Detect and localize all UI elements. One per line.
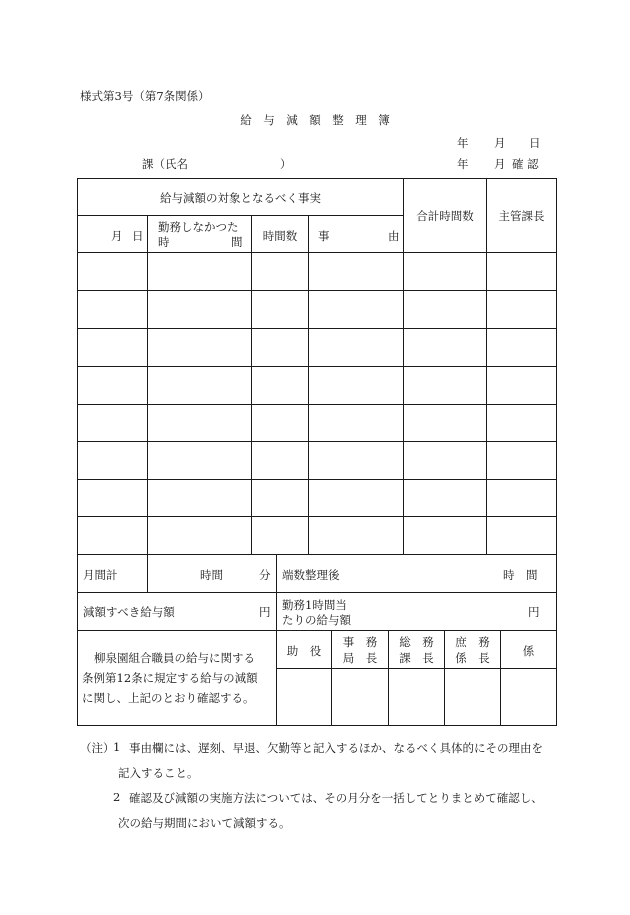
col-line-reason xyxy=(308,215,309,554)
table-border-bottom xyxy=(77,725,557,726)
document-title: 給 与 減 額 整 理 簿 xyxy=(240,113,390,127)
row-line xyxy=(77,404,557,405)
row-line xyxy=(77,516,557,517)
hourly-pay-label-1: 勤務1時間当 xyxy=(282,598,347,612)
approver-general-affairs-1: 総 務 xyxy=(399,635,434,649)
confirm-label: 確 認 xyxy=(512,157,539,171)
hourly-pay-unit: 円 xyxy=(528,605,540,619)
date-year: 年 xyxy=(457,136,469,150)
note-2-number: 2 xyxy=(113,790,121,804)
approver-clerk-chief-2: 係 長 xyxy=(455,651,490,665)
date-month: 月 xyxy=(494,136,506,150)
row-line xyxy=(77,252,557,253)
note-2-line-1: 確認及び減額の実施方法については、その月分を一括してとりまとめて確認し、 xyxy=(129,791,543,805)
reduce-amount-label: 減額すべき給与額 xyxy=(83,605,175,619)
approver-staff: 係 xyxy=(522,644,535,658)
date-day: 日 xyxy=(529,136,541,150)
group-header: 給与減額の対象となるべく事実 xyxy=(160,191,321,205)
supervisor-header: 主管課長 xyxy=(498,209,545,223)
row-line xyxy=(77,479,557,480)
approver-clerk-chief-1: 庶 務 xyxy=(455,635,490,649)
col-reason-header-a: 事 xyxy=(318,229,330,243)
row-line xyxy=(77,366,557,367)
approver-general-affairs-2: 課 長 xyxy=(399,651,434,665)
monthly-total-minutes-unit: 分 xyxy=(259,568,271,582)
row-line xyxy=(77,554,557,555)
note-1-line-2: 記入すること。 xyxy=(118,766,199,780)
total-hours-header: 合計時間数 xyxy=(416,209,474,223)
col-line-hours xyxy=(251,215,252,554)
monthly-total-hours-unit: 時間 xyxy=(200,568,223,582)
table-border-left xyxy=(77,178,78,726)
approver-office-chief-2: 局 長 xyxy=(342,651,378,665)
summary-col-line xyxy=(147,554,148,592)
statement-line-3: に関し、上記のとおり確認する。 xyxy=(82,691,255,705)
col-absence-header: 勤務しなかつた xyxy=(158,220,239,234)
summary-col-line xyxy=(276,554,277,726)
statement-line-2: 条例第12条に規定する給与の減額 xyxy=(82,671,258,685)
rounded-hours-unit: 時 間 xyxy=(503,568,538,582)
col-reason-header-b: 由 xyxy=(388,229,400,243)
note-2-line-2: 次の給与期間において減額する。 xyxy=(118,816,291,830)
rounded-label: 端数整理後 xyxy=(282,568,340,582)
row-line xyxy=(77,290,557,291)
statement-line-1: 柳泉園組合職員の給与に関する xyxy=(94,651,255,665)
row-line xyxy=(77,328,557,329)
note-1-number: 1 xyxy=(113,740,121,754)
approver-deputy: 助 役 xyxy=(286,644,322,658)
summary-line xyxy=(77,592,557,593)
form-number: 様式第3号（第7条関係） xyxy=(80,89,210,103)
monthly-total-label: 月間計 xyxy=(83,568,118,582)
confirm-month: 月 xyxy=(494,157,506,171)
row-line xyxy=(77,441,557,442)
hourly-pay-label-2: たりの給与額 xyxy=(282,613,351,627)
summary-line xyxy=(77,630,557,631)
col-hours-header: 時間数 xyxy=(262,229,298,243)
col-line-absence xyxy=(147,215,148,554)
col-absence-header-kan: 間 xyxy=(231,235,243,249)
table-border-right xyxy=(556,178,557,726)
col-absence-header-ji: 時 xyxy=(158,235,170,249)
approval-line xyxy=(276,668,557,669)
header-divider xyxy=(77,215,404,216)
table-border-top xyxy=(77,178,557,179)
confirm-year: 年 xyxy=(457,157,469,171)
approver-office-chief-1: 事 務 xyxy=(342,635,378,649)
dept-name-line: 課（氏名 ） xyxy=(142,157,292,171)
notes-prefix: （注） xyxy=(80,741,115,755)
reduce-amount-unit: 円 xyxy=(259,605,271,619)
note-1-line-1: 事由欄には、遅刻、早退、欠勤等と記入するほか、なるべく具体的にその理由を xyxy=(129,741,543,755)
col-month-header: 月 xyxy=(111,229,123,243)
col-day-header: 日 xyxy=(132,229,144,243)
